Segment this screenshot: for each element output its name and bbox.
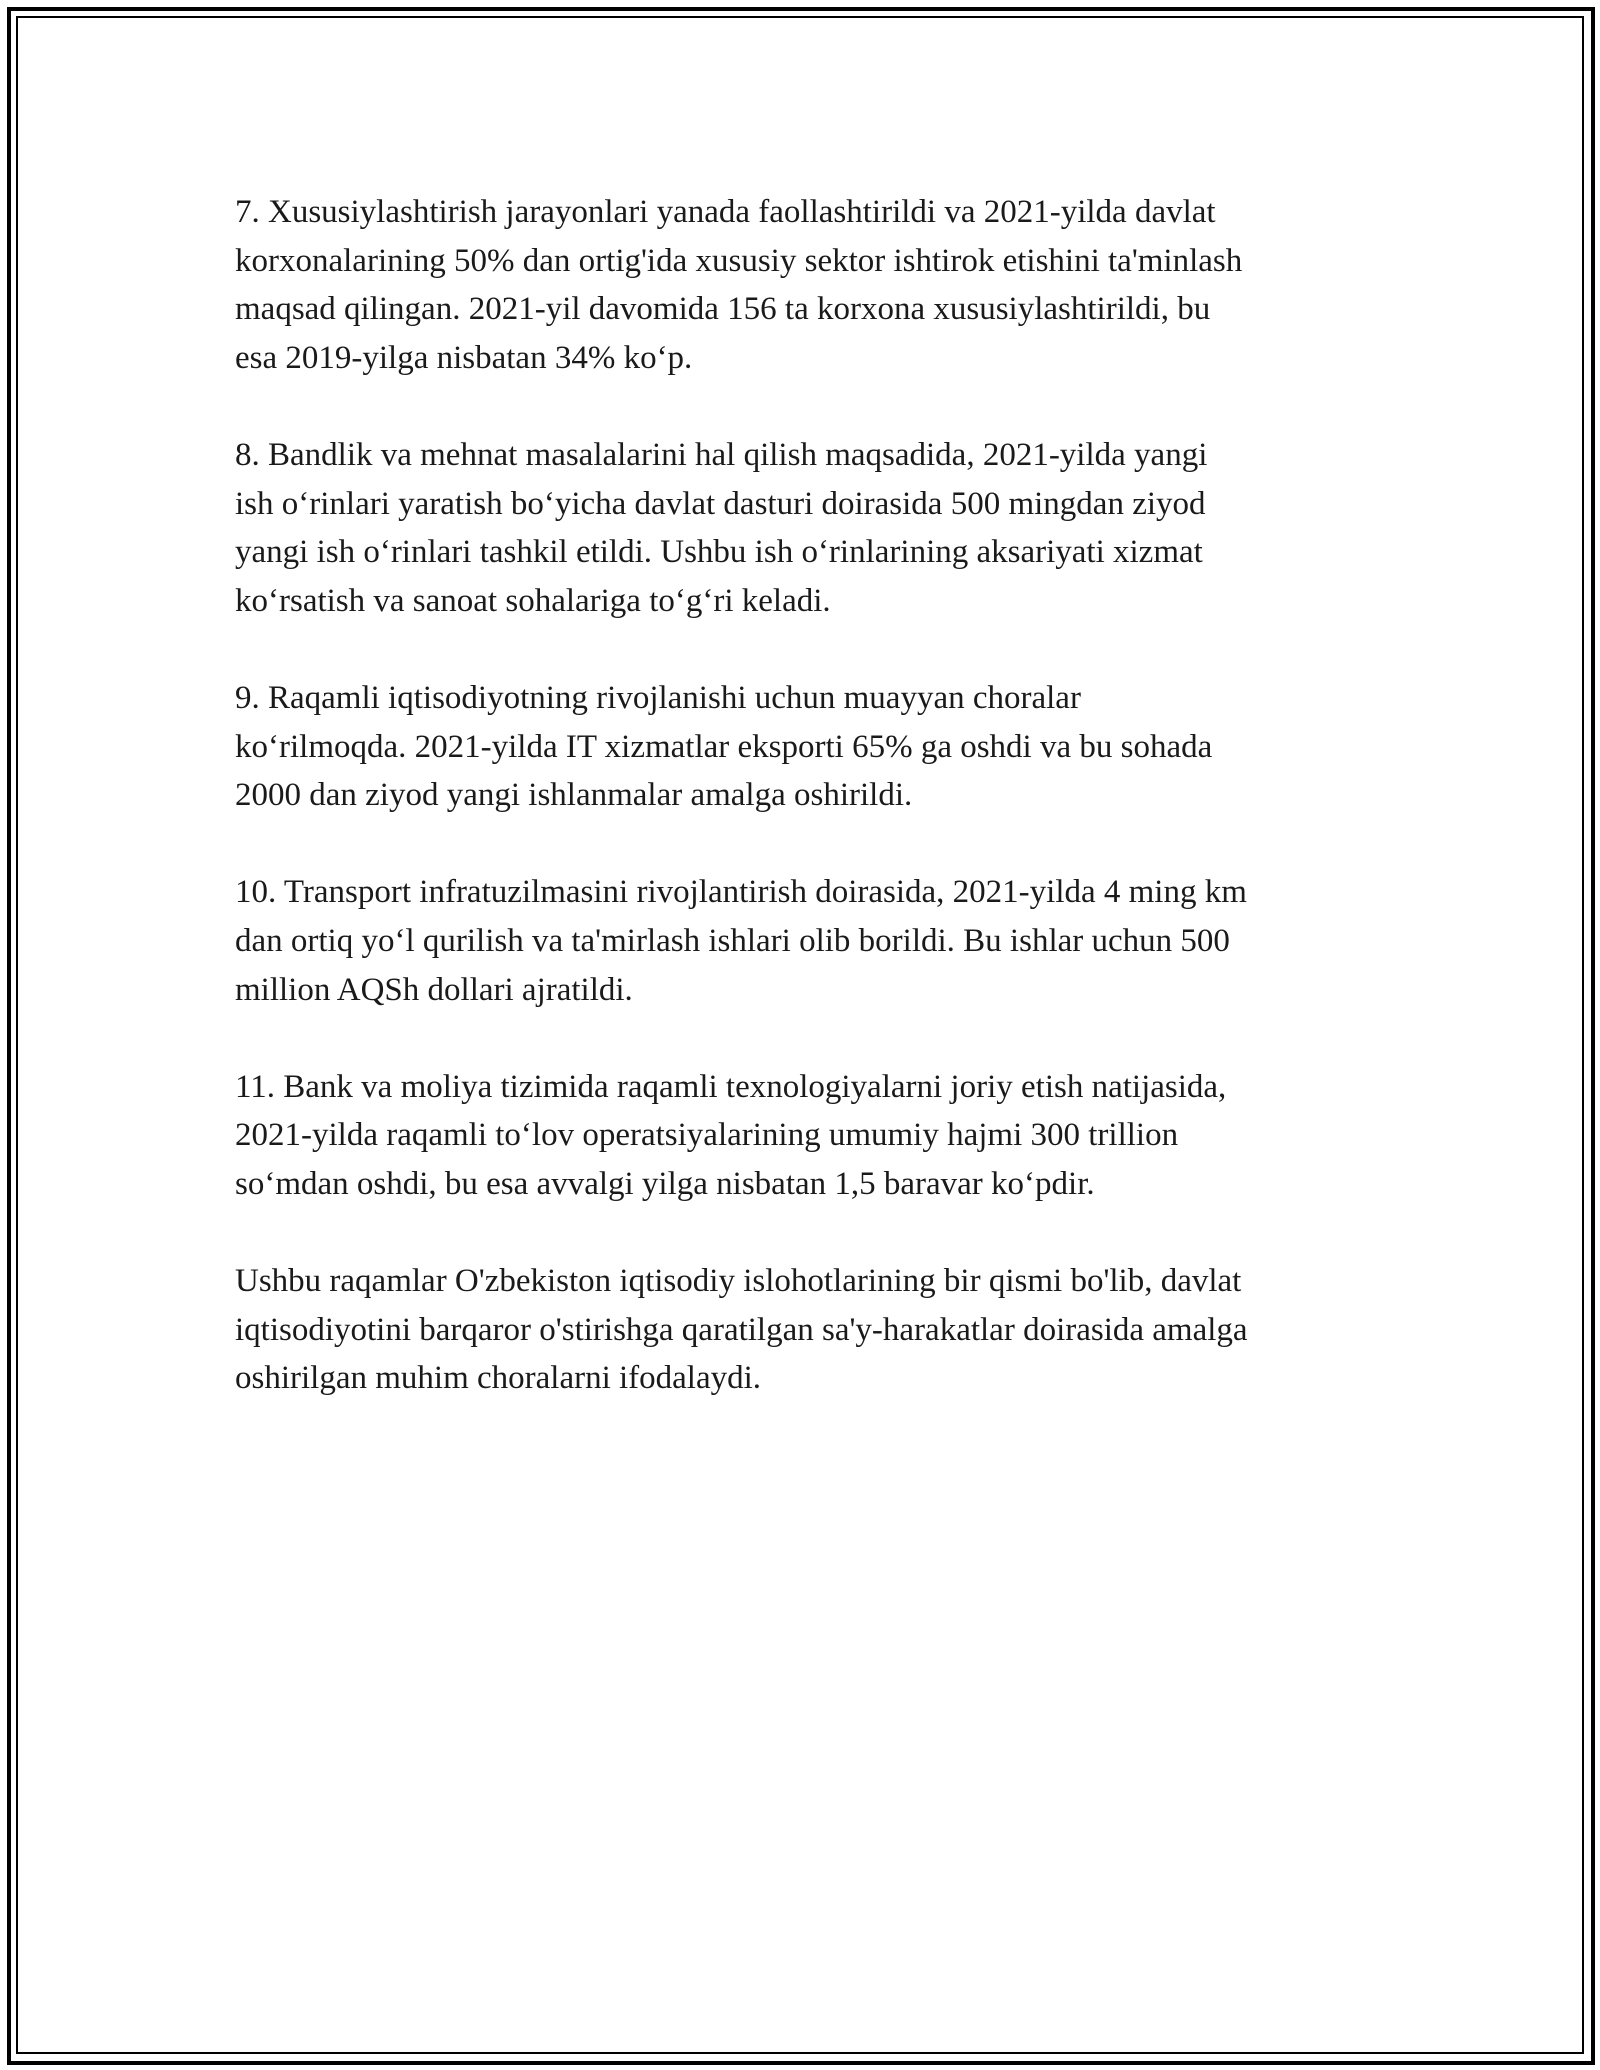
paragraph-9-digital-economy: 9. Raqamli iqtisodiyotning rivojlanishi uchun muayyan choralar ko‘rilmoqda. 2021-yilda IT xizmatlar eksporti 65% ga oshdi va bu sohada 2000 dan ziyod yangi ishlanmalar amalga oshirildi. xyxy=(235,679,1213,814)
document-body xyxy=(235,188,1375,1451)
paragraph-11-banking: 11. Bank va moliya tizimida raqamli texnologiyalarni joriy etish natijasida, 2021-yilda raqamli to‘lov operatsiyalarining umumiy hajmi 300 trillion so‘mdan oshdi, bu esa avvalgi yilga nisbatan 1,5 baravar ko‘pdir. xyxy=(235,1068,1227,1202)
paragraph-conclusion: Ushbu raqamlar O'zbekiston iqtisodiy islohotlarining bir qismi bo'lib, davlat iqtisodiyotini barqaror o'stirishga qaratilgan sa'y-harakatlar doirasida amalga oshirilgan muhim choralarni ifodalaydi. xyxy=(235,1263,1248,1397)
paragraph-8-employment: 8. Bandlik va mehnat masalalarini hal qilish maqsadida, 2021-yilda yangi ish o‘rinlari yaratish bo‘yicha davlat dasturi doirasida 500 mingdan ziyod yangi ish o‘rinlari tashkil etildi. Ushbu ish o‘rinlarining aksariyati xizmat ko‘rsatish va sanoat sohalariga to‘g‘ri keladi. xyxy=(235,436,1208,619)
paragraph-10-transport: 10. Transport infratuzilmasini rivojlantirish doirasida, 2021-yilda 4 ming km dan ortiq yo‘l qurilish va ta'mirlash ishlari olib borildi. Bu ishlar uchun 500 million AQSh dollari ajratildi. xyxy=(235,874,1247,1008)
paragraph-7-privatization: 7. Xususiylashtirish jarayonlari yanada faollashtirildi va 2021-yilda davlat korxonalarining 50% dan ortig'ida xususiy sektor ishtirok etishini ta'minlash maqsad qilingan. 2021-yil davomida 156 ta korxona xususiylashtirildi, bu esa 2019-yilga nisbatan 34% ko‘p. xyxy=(235,194,1243,376)
